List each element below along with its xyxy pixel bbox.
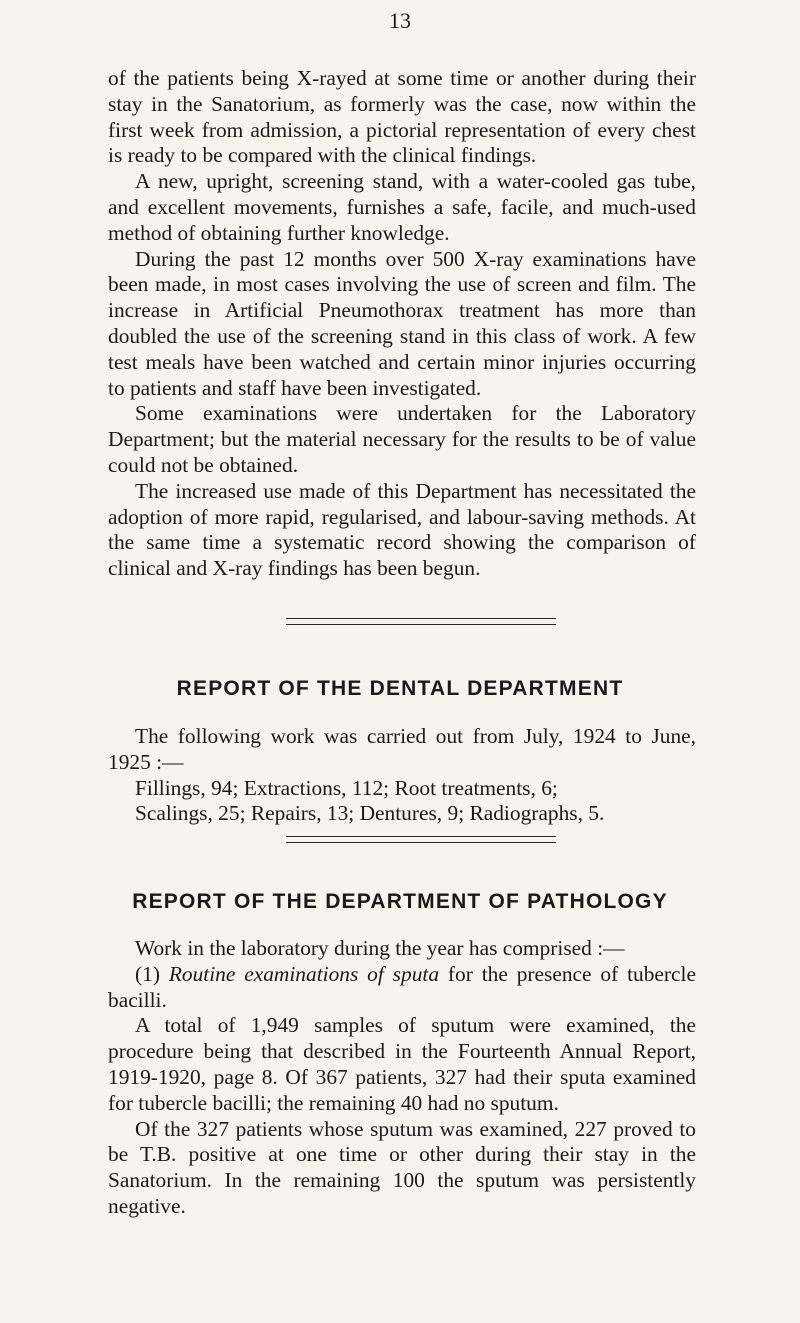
paragraph-methods: The increased use made of this Department has necessitated the adoption of more rapid, regularised, and labour-saving methods. At the same time a systematic record showing the comparison of clinical and X-ray findings has been begun. <box>108 478 696 581</box>
dental-heading: REPORT OF THE DENTAL DEPARTMENT <box>176 677 624 700</box>
paragraph-continuation: of the patients being X-rayed at some time or another during their stay in the Sanatorium, as formerly was the case, now within the first week from admission, a pictorial representation of every chest is ready to be compared with the clinical findings. <box>108 66 696 168</box>
paragraph-tb-positive: Of the 327 patients whose sputum was examined, 227 proved to be T.B. positive at one time or other during their stay in the Sanatorium. In the remaining 100 the sputum was persistently negative. <box>108 1116 696 1218</box>
pathology-section-text <box>108 936 696 1220</box>
dental-intro: The following work was carried out from July, 1924 to June, 1925 :— <box>108 724 696 774</box>
xray-section-text <box>108 66 696 582</box>
paragraph-examinations: During the past 12 months over 500 X-ray examinations have been made, in most cases involving the use of screen and film. The increase in Artificial Pneumothorax treatment has more than doubled the use of the screening stand in this class of work. A few test meals have been watched and certain minor injuries occurring to patients and staff have been investigated. <box>108 246 696 400</box>
section-divider <box>286 618 556 625</box>
paragraph-laboratory: Some examinations were undertaken for the Laboratory Department; but the material necessary for the results to be of value could not be obtained. <box>108 401 696 477</box>
section-divider <box>286 836 556 843</box>
pathology-item-1 <box>108 962 696 1014</box>
dental-work-line-2: Scalings, 25; Repairs, 13; Dentures, 9; Radiographs, 5. <box>135 801 605 826</box>
page-number: 13 <box>389 8 411 33</box>
item-rest: for the presence of tubercle bacilli. <box>108 961 696 1012</box>
dental-work-line-1: Fillings, 94; Extractions, 112; Root treatments, 6; <box>135 775 558 800</box>
paragraph-screening-stand: A new, upright, screening stand, with a water-cooled gas tube, and excellent movements, furnishes a safe, facile, and much-used method of obtaining further knowledge. <box>108 169 696 245</box>
item-title: Routine examinations of sputa <box>168 961 440 986</box>
item-number: (1) <box>135 961 160 986</box>
pathology-intro: Work in the laboratory during the year has comprised :— <box>135 936 625 960</box>
paragraph-sputum-samples: A total of 1,949 samples of sputum were examined, the procedure being that described in the Fourteenth Annual Report, 1919-1920, page 8. Of 367 patients, 327 had their sputa examined for tubercle bacilli; the remaining 40 had no sputum. <box>108 1013 696 1115</box>
pathology-heading: REPORT OF THE DEPARTMENT OF PATHOLOGY <box>132 890 668 913</box>
dental-section-text <box>108 724 696 827</box>
